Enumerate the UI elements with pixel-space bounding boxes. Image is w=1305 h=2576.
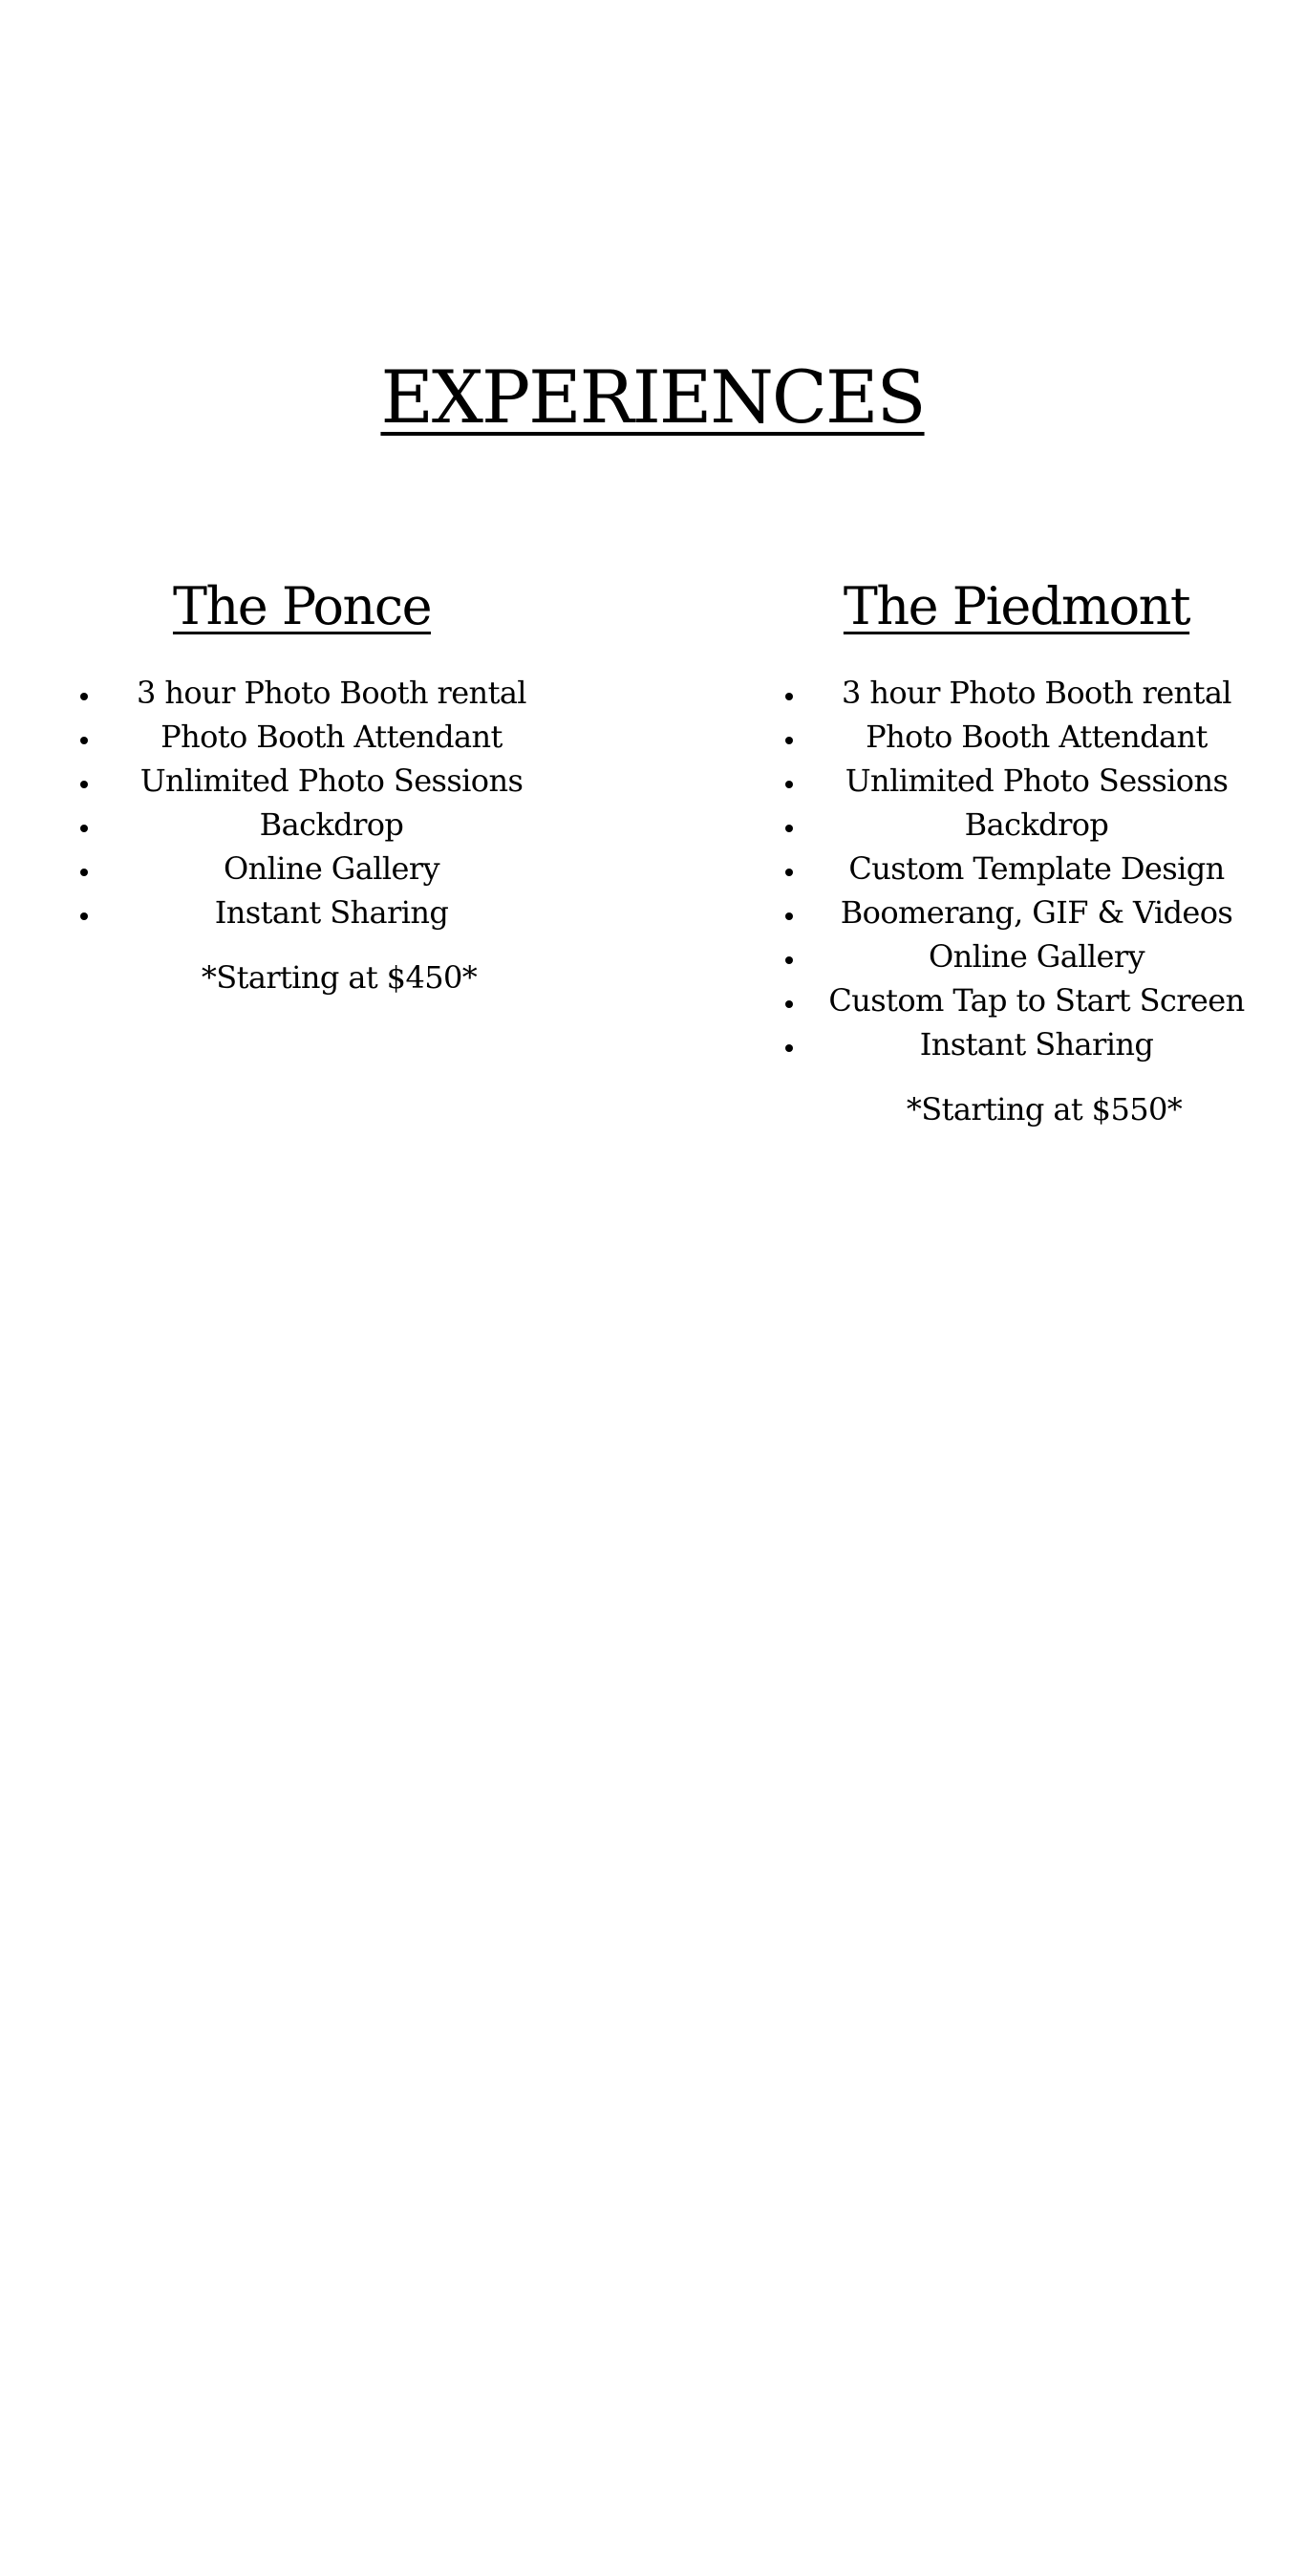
feature-list [732,671,1305,1066]
package-title: The Ponce [172,576,432,636]
feature-item: • Instant Sharing [101,891,600,934]
feature-item: • Photo Booth Attendant [806,715,1305,759]
package-the-piedmont [732,564,1305,1131]
feature-item: • Custom Tap to Start Screen [806,978,1305,1022]
feature-item: • 3 hour Photo Booth rental [806,671,1305,715]
feature-item: • 3 hour Photo Booth rental [101,671,600,715]
feature-item: • Unlimited Photo Sessions [101,759,600,803]
feature-item: • Photo Booth Attendant [101,715,600,759]
feature-item: • Online Gallery [101,847,600,891]
package-price: *Starting at $550* [906,1091,1183,1127]
feature-item: • Unlimited Photo Sessions [806,759,1305,803]
feature-item: • Backdrop [806,803,1305,847]
package-the-ponce [27,564,600,999]
section-title: EXPERIENCES [380,354,925,440]
package-title: The Piedmont [843,576,1190,636]
package-price: *Starting at $450* [201,959,478,996]
feature-item: • Instant Sharing [806,1022,1305,1066]
feature-item: • Backdrop [101,803,600,847]
feature-list [27,671,600,934]
feature-item: • Custom Template Design [806,847,1305,891]
feature-item: • Boomerang, GIF & Videos [806,891,1305,934]
feature-item: • Online Gallery [806,934,1305,978]
